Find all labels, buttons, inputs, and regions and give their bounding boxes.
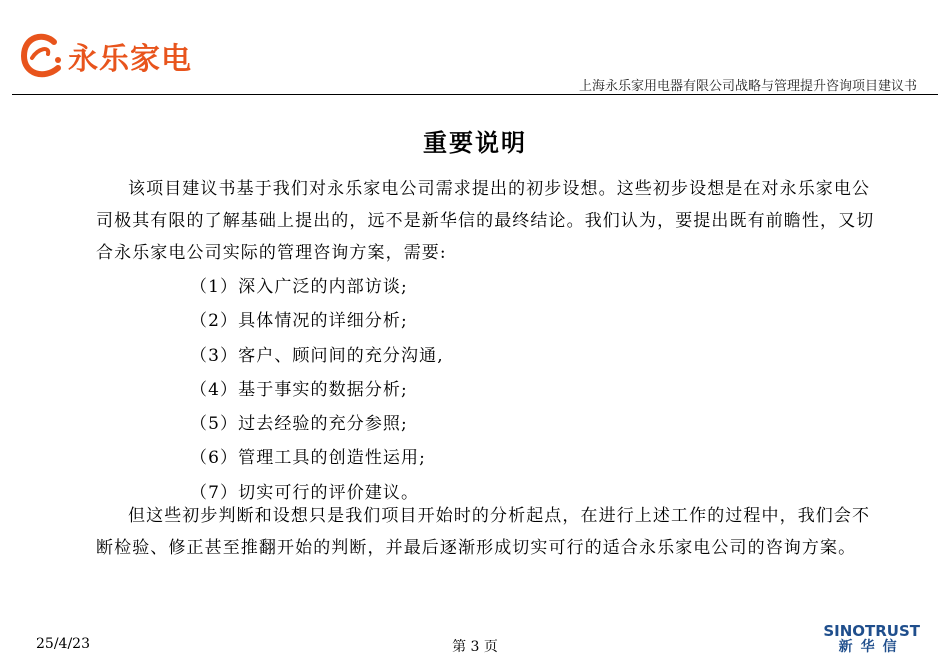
requirements-list: [190, 270, 444, 510]
sinotrust-logo: [823, 624, 920, 654]
list-item: （1）深入广泛的内部访谈;: [190, 277, 408, 297]
list-item: （3）客户、顾问间的充分沟通,: [190, 345, 444, 366]
page-number: 第 3 页: [452, 639, 498, 655]
page-title: 重要说明: [423, 128, 527, 157]
header-title: 上海永乐家用电器有限公司战略与管理提升咨询项目建议书: [578, 79, 917, 94]
logo-e-icon: [24, 37, 58, 75]
list-item: （4）基于事实的数据分析;: [190, 379, 408, 400]
header-divider: [12, 94, 938, 95]
brand-english: SINOTRUST: [823, 622, 920, 640]
list-item: （6）管理工具的创造性运用;: [190, 448, 426, 469]
brand-chinese: 新华信: [838, 639, 905, 655]
logo-text: 永乐家电: [68, 42, 192, 77]
closing-paragraph: 但这些初步判断和设想只是我们项目开始时的分析起点，在进行上述工作的过程中，我们会不断检验、修正甚至推翻开始的判断，并最后逐渐形成切实可行的适合永乐家电公司的咨询方案。: [96, 506, 871, 558]
intro-paragraph: 该项目建议书基于我们对永乐家电公司需求提出的初步设想。这些初步设想是在对永乐家电公司极其有限的了解基础上提出的，远不是新华信的最终结论。我们认为，要提出既有前瞻性，又切合永乐家电公司实际的管理咨询方案，需要:: [96, 179, 875, 263]
footer-date: 25/4/23: [36, 636, 90, 652]
list-item: （7）切实可行的评价建议。: [190, 482, 420, 503]
list-item: （2）具体情况的详细分析;: [190, 311, 408, 332]
list-item: （5）过去经验的充分参照;: [190, 414, 408, 435]
